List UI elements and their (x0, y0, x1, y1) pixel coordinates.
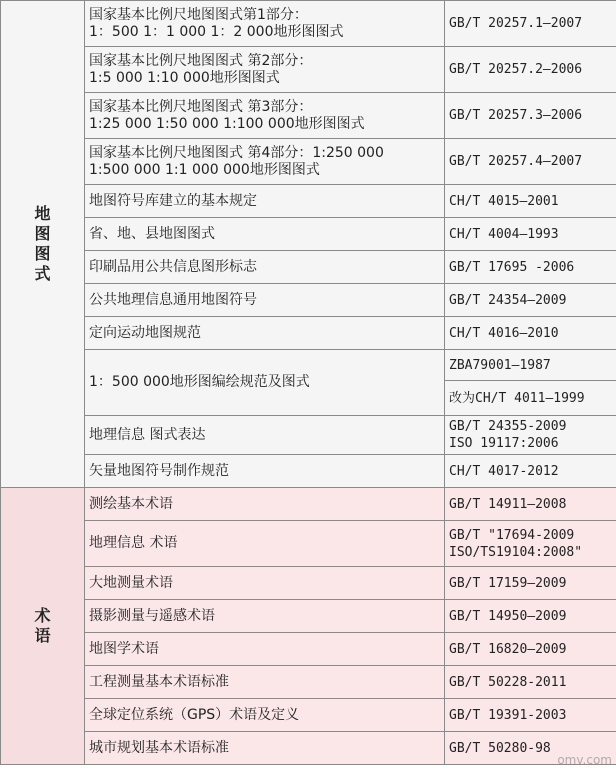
table-row (1, 284, 616, 317)
standard-name (85, 284, 445, 317)
standard-name-line: 工程测量基本术语标准 (89, 673, 229, 690)
standard-code (445, 633, 616, 666)
standard-code (445, 218, 616, 251)
standard-code-line: GB/T 24355-2009 (449, 419, 567, 434)
category-char: 语 (34, 626, 51, 645)
standard-code (445, 139, 616, 185)
standard-name (85, 416, 445, 455)
standard-name-line: 印刷品用公共信息图形标志 (89, 258, 257, 275)
standard-code (445, 416, 616, 455)
standard-code-line: GB/T 24354—2009 (449, 292, 567, 308)
standard-name (85, 488, 445, 521)
standard-name (85, 567, 445, 600)
standard-name-line: 城市规划基本术语标准 (89, 739, 229, 756)
standard-name-line: 公共地理信息通用地图符号 (89, 291, 257, 308)
standard-name-line: 地图符号库建立的基本规定 (89, 192, 257, 209)
table-body (1, 1, 616, 765)
standard-code-line: ISO/TS19104:2008" (449, 544, 583, 560)
table-row (1, 317, 616, 350)
standard-code (445, 488, 616, 521)
standard-code (445, 185, 616, 218)
table-row (1, 666, 616, 699)
standard-code (445, 666, 616, 699)
category-char: 图 (34, 224, 51, 243)
standard-name (85, 455, 445, 488)
table-row (1, 185, 616, 218)
standard-name-line: 1:500 000 1:1 000 000地形图图式 (89, 161, 320, 178)
standard-code-line: GB/T 17159—2009 (449, 575, 567, 591)
standard-name-line: 地理信息 图式表达 (89, 426, 206, 443)
standard-code (445, 1, 616, 47)
standard-code (445, 251, 616, 284)
standard-code-line: GB/T 50228-2011 (449, 674, 567, 690)
standard-code (445, 93, 616, 139)
category-char: 术 (34, 606, 51, 625)
standard-name-line: 全球定位系统（GPS）术语及定义 (89, 706, 300, 723)
standard-name-line: 测绘基本术语 (89, 495, 173, 512)
standard-name (85, 47, 445, 93)
table-row (1, 732, 616, 765)
standard-name (85, 1, 445, 47)
standard-name-line: 国家基本比例尺地图图式 第2部分： (89, 52, 313, 69)
standard-code-line: CH/T 4016—2010 (449, 325, 559, 341)
standard-name (85, 600, 445, 633)
table-row (1, 93, 616, 139)
standard-code (445, 521, 616, 567)
standard-code (445, 455, 616, 488)
standard-name (85, 93, 445, 139)
standard-name-line: 1：500 1：1 000 1：2 000地形图图式 (89, 23, 344, 40)
standard-name (85, 350, 445, 416)
standard-name (85, 218, 445, 251)
standard-name-line: 1:5 000 1:10 000地形图图式 (89, 69, 280, 86)
standard-name (85, 521, 445, 567)
standard-code-line: ISO 19117:2006 (449, 436, 559, 451)
standard-name-line: 国家基本比例尺地图图式 第4部分：1:250 000 (89, 144, 384, 161)
standard-code-line: GB/T 14950—2009 (449, 608, 567, 624)
standard-name-line: 省、地、县地图图式 (89, 225, 215, 242)
standard-name (85, 139, 445, 185)
standard-code-line: GB/T 14911—2008 (449, 496, 567, 512)
standard-name-line: 大地测量术语 (89, 574, 173, 591)
standard-code-line: GB/T 19391-2003 (449, 707, 567, 723)
watermark: omv.com (557, 753, 612, 767)
standard-code-line: CH/T 4015—2001 (449, 193, 559, 209)
standard-code-line: GB/T 20257.4—2007 (449, 154, 583, 169)
standard-code-replacement: 改为CH/T 4011—1999 (445, 381, 616, 416)
standard-name-line: 矢量地图符号制作规范 (89, 462, 229, 479)
table-row (1, 600, 616, 633)
standard-code-line: CH/T 4017-2012 (449, 463, 559, 479)
standard-code-line: GB/T "17694-2009 (449, 527, 575, 543)
standard-name-line: 定向运动地图规范 (89, 324, 201, 341)
standard-name-line: 国家基本比例尺地图图式第1部分： (89, 6, 308, 23)
standard-name (85, 185, 445, 218)
standard-code (445, 284, 616, 317)
category-terminology (1, 488, 85, 765)
standard-name-line: 摄影测量与遥感术语 (89, 607, 215, 624)
table-row (1, 1, 616, 47)
table-row (1, 47, 616, 93)
table-row (1, 521, 616, 567)
standard-name (85, 251, 445, 284)
table-row (1, 251, 616, 284)
standard-code (445, 47, 616, 93)
table-row (1, 633, 616, 666)
standard-code (445, 699, 616, 732)
table-row (1, 567, 616, 600)
category-char: 图 (34, 244, 51, 263)
table-row (1, 699, 616, 732)
standard-name-line: 地图学术语 (89, 640, 159, 657)
standard-name (85, 699, 445, 732)
category-char: 地 (34, 204, 51, 223)
category-map-symbols (1, 1, 85, 488)
standard-name (85, 732, 445, 765)
standard-code (445, 350, 616, 381)
standard-code (445, 567, 616, 600)
standard-name (85, 633, 445, 666)
table-row (1, 139, 616, 185)
standard-code-line: GB/T 16820—2009 (449, 641, 567, 657)
standard-name-line: 1：500 000地形图编绘规范及图式 (89, 374, 310, 390)
standard-name-line: 地理信息 术语 (89, 535, 178, 551)
table-row (1, 455, 616, 488)
table-row (1, 218, 616, 251)
standard-name (85, 666, 445, 699)
standard-code-line: GB/T 20257.1—2007 (449, 16, 583, 31)
standard-code-line: GB/T 17695 -2006 (449, 259, 575, 275)
category-char: 式 (34, 264, 51, 283)
table-row (1, 416, 616, 455)
standard-name-line: 1:25 000 1:50 000 1:100 000地形图图式 (89, 115, 365, 132)
standard-code-line: GB/T 20257.3—2006 (449, 108, 583, 123)
table-row (1, 350, 616, 381)
standard-code-line: GB/T 20257.2—2006 (449, 62, 583, 77)
standard-code-line: GB/T 50280-98 (449, 740, 551, 756)
standard-code-line: ZBA79001—1987 (449, 357, 551, 373)
standard-code (445, 317, 616, 350)
standard-name (85, 317, 445, 350)
standard-name-line: 国家基本比例尺地图图式 第3部分： (89, 98, 313, 115)
standard-code-line: CH/T 4004—1993 (449, 226, 559, 242)
table-row (1, 488, 616, 521)
standard-code (445, 600, 616, 633)
